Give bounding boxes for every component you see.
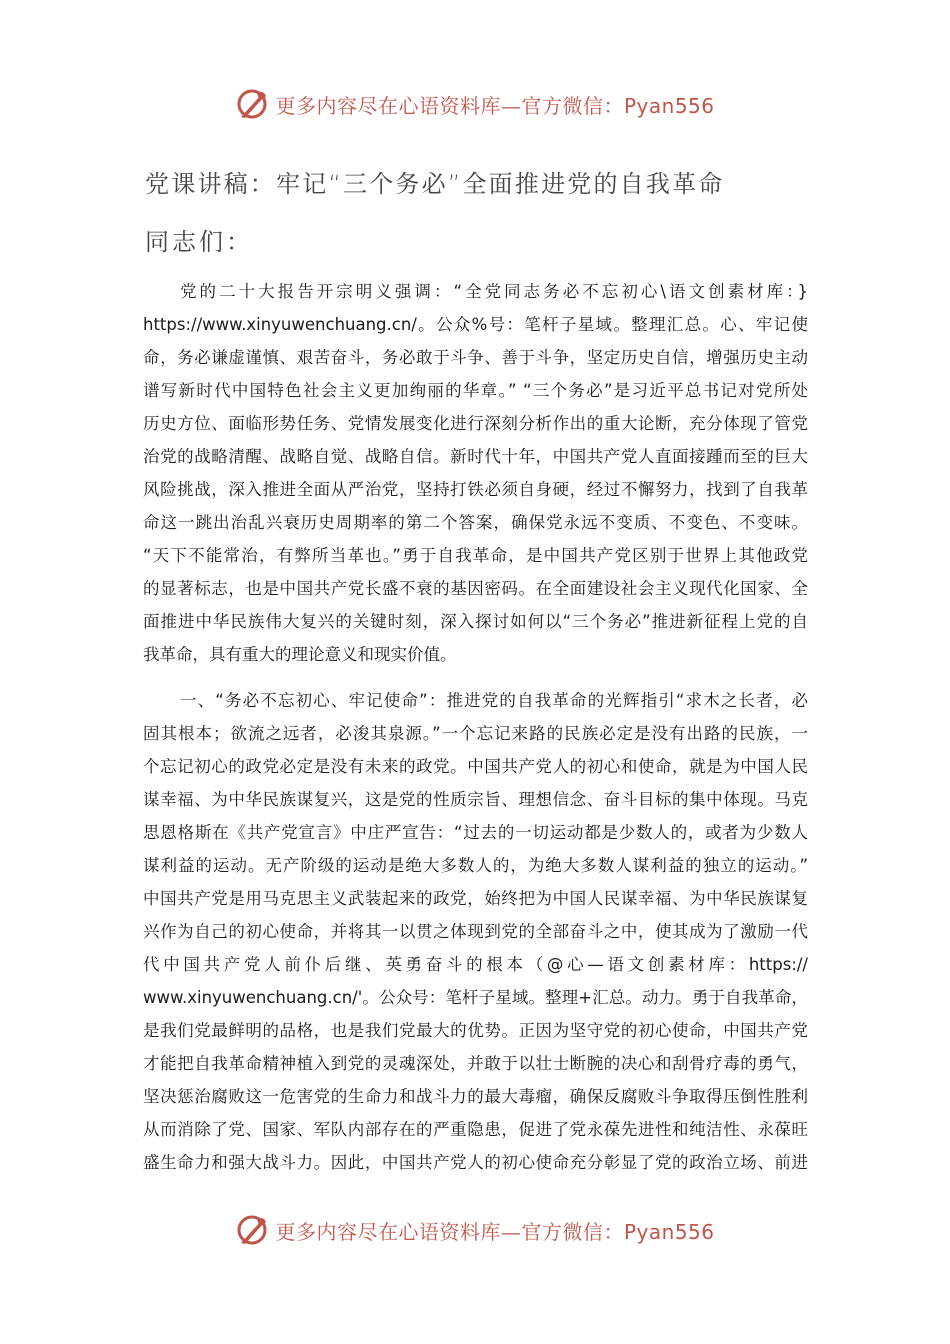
paragraph-line: 是我们党最鲜明的品格，也是我们党最大的优势。正因为坚守党的初心使命，中国共产党 <box>143 1021 808 1040</box>
quill-logo-icon <box>235 1213 269 1247</box>
paragraph-line: 固其根本；欲流之远者，必浚其泉源。”一个忘记来路的民族必定是没有出路的民族，一 <box>143 724 808 743</box>
header-banner <box>0 84 950 124</box>
banner-prefix: 更多内容尽在心语资料库—官方微信： <box>275 1219 624 1244</box>
paragraph-line: 兴作为自己的初心使命，并将其一以贯之体现到党的全部奋斗之中，使其成为了激励一代 <box>143 922 808 941</box>
paragraph-line: 的显著标志，也是中国共产党长盛不衰的基因密码。在全面建设社会主义现代化国家、全 <box>143 579 808 598</box>
paragraph-line: 风险挑战，深入推进全面从严治党，坚持打铁必须自身硬，经过不懈努力，找到了自我革 <box>143 480 808 499</box>
paragraph-line: 谋幸福、为中华民族谋复兴，这是党的性质宗旨、理想信念、奋斗目标的集中体现。马克 <box>143 790 808 809</box>
paragraph-line: www.xinyuwenchuang.cn/'。公众号：笔杆子星域。整理+汇总。动力。勇于自我革命， <box>143 988 808 1007</box>
paragraph-line: https://www.xinyuwenchuang.cn/。公众%号：笔杆子星域。整理汇总。心、牢记使 <box>143 315 808 334</box>
wechat-id: Pyan556 <box>623 1219 715 1244</box>
banner-text <box>275 1216 714 1245</box>
paragraph-intro <box>143 275 808 671</box>
paragraph-line: 从而消除了党、国家、军队内部存在的严重隐患，促进了党永葆先进性和纯洁性、永葆旺 <box>143 1120 808 1139</box>
paragraph-section-one <box>143 684 808 1179</box>
paragraph-line: 谱写新时代中国特色社会主义更加绚丽的华章。” “三个务必”是习近平总书记对党所处 <box>143 381 808 400</box>
paragraph-line: 一、“务必不忘初心、牢记使命”：推进党的自我革命的光辉指引“求木之长者，必 <box>180 691 808 710</box>
banner-text <box>275 90 714 119</box>
paragraph-line: 治党的战略清醒、战略自觉、战略自信。新时代十年，中国共产党人直面接踵而至的巨大 <box>143 447 808 466</box>
paragraph-line: 才能把自我革命精神植入到党的灵魂深处，并敢于以壮士断腕的决心和刮骨疗毒的勇气， <box>143 1054 808 1073</box>
banner-prefix: 更多内容尽在心语资料库—官方微信： <box>275 93 624 118</box>
document-title: 党课讲稿：牢记“三个务必”全面推进党的自我革命 <box>145 170 725 198</box>
paragraph-line: 党的二十大报告开宗明义强调：“全党同志务必不忘初心\语文创素材库：} <box>180 282 808 301</box>
paragraph-line: 盛生命力和强大战斗力。因此，中国共产党人的初心使命充分彰显了党的政治立场、前进 <box>143 1153 808 1172</box>
paragraph-line: 个忘记初心的政党必定是没有未来的政党。中国共产党人的初心和使命，就是为中国人民 <box>143 757 808 776</box>
paragraph-line: “天下不能常治，有弊所当革也。”勇于自我革命，是中国共产党区别于世界上其他政党 <box>143 546 808 565</box>
paragraph-line: 坚决惩治腐败这一危害党的生命力和战斗力的最大毒瘤，确保反腐败斗争取得压倒性胜利 <box>143 1087 808 1106</box>
paragraph-line: 面推进中华民族伟大复兴的关键时刻，深入探讨如何以“三个务必”推进新征程上党的自 <box>143 612 808 631</box>
paragraph-line: 我革命，具有重大的理论意义和现实价值。 <box>143 645 457 664</box>
paragraph-line: 谋利益的运动。无产阶级的运动是绝大多数人的，为绝大多数人谋利益的独立的运动。” <box>143 856 808 875</box>
paragraph-line: 中国共产党是用马克思主义武装起来的政党，始终把为中国人民谋幸福、为中华民族谋复 <box>143 889 808 908</box>
paragraph-line: 代中国共产党人前仆后继、英勇奋斗的根本（@心—语文创素材库：https:// <box>143 955 808 974</box>
paragraph-line: 命这一跳出治乱兴衰历史周期率的第二个答案，确保党永远不变质、不变色、不变味。 <box>143 513 808 532</box>
footer-banner <box>0 1210 950 1250</box>
paragraph-line: 历史方位、面临形势任务、党情发展变化进行深刻分析作出的重大论断，充分体现了管党 <box>143 414 808 433</box>
salutation: 同志们： <box>145 228 253 256</box>
paragraph-line: 思恩格斯在《共产党宣言》中庄严宣告：“过去的一切运动都是少数人的，或者为少数人 <box>143 823 808 842</box>
wechat-id: Pyan556 <box>623 93 715 118</box>
quill-logo-icon <box>235 87 269 121</box>
paragraph-line: 命，务必谦虚谨慎、艰苦奋斗，务必敢于斗争、善于斗争，坚定历史自信，增强历史主动 <box>143 348 808 367</box>
